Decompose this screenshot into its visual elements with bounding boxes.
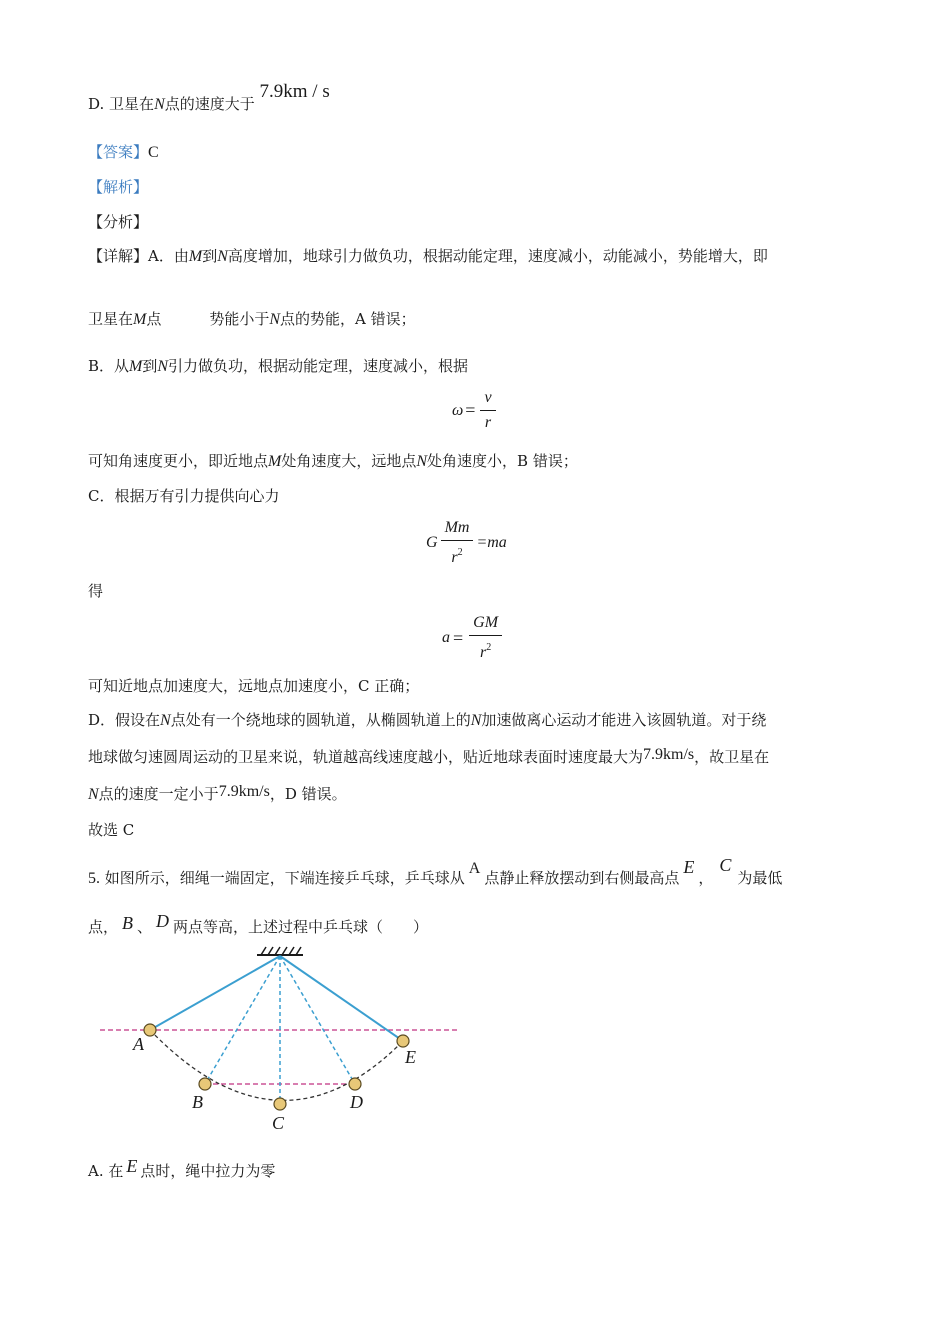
ball-a xyxy=(144,1024,156,1036)
speed-value: 7.9km / s xyxy=(259,81,330,102)
formula-acceleration: a = $\frac{GM}{r^2}$ xyxy=(442,613,505,663)
detail-a-line2: 卫星在M点 势能小于N点的势能，A 错误； xyxy=(88,310,416,328)
formula-gravity: G $\frac{Mm}{r^2}$ =ma xyxy=(426,519,507,566)
formula-omega: ω = $\frac{v}{r}$ xyxy=(452,388,499,433)
rope-a xyxy=(150,956,280,1030)
detail-d-line1: D．假设在N点处有一个绕地球的圆轨道，从椭圆轨道上的N加速做离心运动才能进入该圆轨道。对于绕 xyxy=(88,711,767,729)
option-d: D. 卫星在N点的速度大于 7.9km / s xyxy=(88,81,330,113)
ball-d xyxy=(349,1078,361,1090)
label-e: E xyxy=(405,1047,416,1067)
balls xyxy=(144,1024,409,1110)
detail-c-line2: 可知近地点加速度大，远地点加速度小，C 正确； xyxy=(88,677,420,695)
ceiling-support xyxy=(257,947,303,955)
q5-line1: 5. 如图所示，细绳一端固定，下端连接乒乓球，乒乓球从A点静止释放摆动到右侧最高点E，C为最低 xyxy=(88,855,783,887)
swing-arc xyxy=(150,1030,403,1100)
de-line: 得 xyxy=(88,582,104,600)
q5-option-a: A. 在 E 点时，绳中拉力为零 xyxy=(88,1156,276,1180)
answer-value: C xyxy=(148,144,159,161)
detail-d-line2: 地球做匀速圆周运动的卫星来说，轨道越高线速度越小，贴近地球表面时速度最大为7.9km/s，故卫星在 xyxy=(88,746,770,766)
label-c: C xyxy=(272,1113,285,1133)
fenxi-label: 【分析】 xyxy=(88,213,149,231)
q5-line2: 点， B 、 D 两点等高，上述过程中乒乓球（ ） xyxy=(88,911,429,936)
final-answer: 故选 C xyxy=(88,821,135,839)
analysis-label: 【解析】 xyxy=(88,178,149,196)
ball-b xyxy=(199,1078,211,1090)
ball-e xyxy=(397,1035,409,1047)
ball-c xyxy=(274,1098,286,1110)
detail-b-line2: 可知角速度更小，即近地点M处角速度大，远地点N处角速度小，B 错误； xyxy=(88,452,578,470)
rope-d xyxy=(280,956,355,1084)
label-d: D xyxy=(350,1092,363,1112)
answer-line xyxy=(88,142,159,163)
detail-a-line1: 【详解】A．由M到N高度增加，地球引力做负功，根据动能定理，速度减小，动能减小，势能增大，即 xyxy=(88,247,768,265)
fraction-v-r: $\frac{v}{r}$ xyxy=(480,388,495,433)
answer-label: 【答案】 xyxy=(88,143,149,161)
label-a: A xyxy=(133,1034,144,1054)
label-b: B xyxy=(192,1092,203,1112)
rope-e xyxy=(280,956,403,1041)
pendulum-figure xyxy=(95,940,465,1140)
detail-b-line: B．从M到N引力做负功，根据动能定理，速度减小，根据 xyxy=(88,357,469,375)
rope-b xyxy=(205,956,280,1084)
detail-d-line3: N点的速度一定小于7.9km/s，D 错误。 xyxy=(88,783,347,803)
detail-c-line: C．根据万有引力提供向心力 xyxy=(88,487,280,505)
